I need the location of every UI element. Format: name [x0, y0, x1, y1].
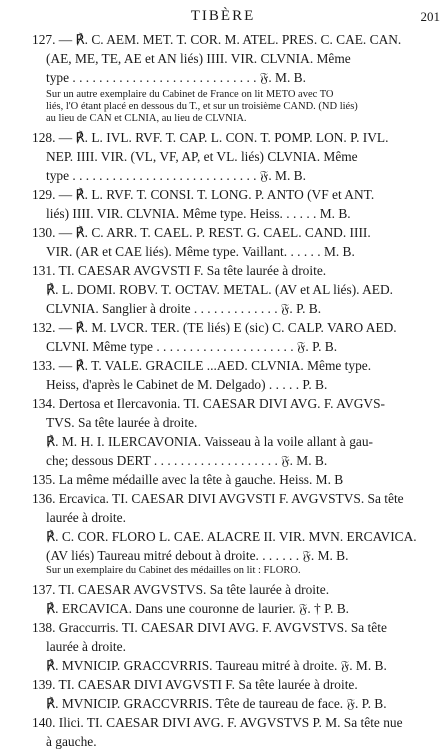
entry-134-line: ℟. M. H. I. ILERCAVONIA. Vaisseau à la voile allant à gau-	[46, 434, 373, 449]
page-number: 201	[420, 9, 440, 24]
entry-140-line: 140. Ilici. TI. CAESAR DIVI AVG. F. AVGVSTVS P. M. Sa tête nue	[32, 715, 403, 730]
entry-127-line: (AE, ME, TE, AE et AN liés) IIII. VIR. CLVNIA. Même	[46, 51, 351, 66]
entry-134-line: che; dessous DERT . . . . . . . . . . . . . . . . . . . 𝔉. M. B.	[46, 453, 328, 468]
entry-136-line: laurée à droite.	[46, 510, 126, 525]
entry-130-line: VIR. (AR et CAE liés). Même type. Vaillant. . . . . . M. B.	[46, 244, 355, 259]
entry-137-line: 137. TI. CAESAR AVGVSTVS. Sa tête laurée à droite.	[32, 582, 330, 597]
entry-130-line: 130. — ℟. C. ARR. T. CAEL. P. REST. G. CAEL. CAND. IIII.	[32, 225, 371, 240]
entry-132-line: 132. — ℟. M. LVCR. TER. (TE liés) E (sic) C. CALP. VARO AED.	[32, 320, 397, 335]
entry-129-line: 129. — ℟. L. RVF. T. CONSI. T. LONG. P. ANTO (VF et ANT.	[32, 187, 375, 202]
entry-138-line: laurée à droite.	[46, 639, 126, 654]
entry-127-line: type . . . . . . . . . . . . . . . . . . . . . . . . . . . . 𝔉. M. B.	[46, 70, 306, 85]
entry-133-line: Heiss, d'après le Cabinet de M. Delgado) . . . . . P. B.	[46, 377, 328, 392]
entry-128-line: type . . . . . . . . . . . . . . . . . . . . . . . . . . . . 𝔉. M. B.	[46, 168, 306, 183]
entry-139-line: 139. TI. CAESAR DIVI AVGVSTI F. Sa tête laurée à droite.	[32, 677, 358, 692]
entry-131-line: CLVNIA. Sanglier à droite . . . . . . . . . . . . . 𝔉. P. B.	[46, 301, 322, 316]
entry-131-line: ℟. L. DOMI. ROBV. T. OCTAV. METAL. (AV et AL liés). AED.	[46, 282, 393, 297]
running-header	[0, 6, 446, 28]
entry-137-line: ℟. ERCAVICA. Dans une couronne de laurier. 𝔉. † P. B.	[46, 601, 350, 616]
footnote-line: liés, l'O étant placé en dessous du T., et sur un troisième CAND. (ND liés)	[46, 101, 358, 112]
entry-129-line: liés) IIII. VIR. CLVNIA. Même type. Heiss. . . . . . M. B.	[46, 206, 351, 221]
footnote-line: au lieu de CAN et CLNIA, au lieu de CLVNIA.	[46, 113, 247, 124]
entry-136-line: (AV liés) Taureau mitré debout à droite. . . . . . . 𝔉. M. B.	[46, 548, 349, 563]
footnote-line: Sur un autre exemplaire du Cabinet de France on lit METO avec TO	[46, 89, 334, 100]
running-title: TIBÈRE	[190, 8, 256, 24]
footnote-line: Sur un exemplaire du Cabinet des médailles on lit : FLORO.	[46, 565, 301, 576]
entry-138-line: ℟. MVNICIP. GRACCVRRIS. Taureau mitré à droite. 𝔉. M. B.	[46, 658, 387, 673]
entry-135-line: 135. La même médaille avec la tête à gauche. Heiss. M. B	[32, 472, 344, 487]
entry-127-line: 127. — ℟. C. AEM. MET. T. COR. M. ATEL. PRES. C. CAE. CAN.	[32, 32, 402, 47]
entry-133-line: 133. — ℟. T. VALE. GRACILE ...AED. CLVNIA. Même type.	[32, 358, 372, 373]
entry-136-line: ℟. C. COR. FLORO L. CAE. ALACRE II. VIR. MVN. ERCAVICA.	[46, 529, 417, 544]
entry-136-line: 136. Ercavica. TI. CAESAR DIVI AVGVSTI F. AVGVSTVS. Sa tête	[32, 491, 404, 506]
entry-134-line: 134. Dertosa et Ilercavonia. TI. CAESAR DIVI AVG. F. AVGVS-	[32, 396, 386, 411]
entry-131-line: 131. TI. CAESAR AVGVSTI F. Sa tête laurée à droite.	[32, 263, 327, 278]
entry-128-line: 128. — ℟. L. IVL. RVF. T. CAP. L. CON. T. POMP. LON. P. IVL.	[32, 130, 389, 145]
entry-138-line: 138. Graccurris. TI. CAESAR DIVI AVG. F. AVGVSTVS. Sa tête	[32, 620, 387, 635]
entry-128-line: NEP. IIII. VIR. (VL, VF, AP, et VL. liés) CLVNIA. Même	[46, 149, 358, 164]
entry-139-line: ℟. MVNICIP. GRACCVRRIS. Tête de taureau de face. 𝔉. P. B.	[46, 696, 387, 711]
entry-132-line: CLVNI. Même type . . . . . . . . . . . . . . . . . . . . . 𝔉. P. B.	[46, 339, 338, 354]
entry-134-line: TVS. Sa tête laurée à droite.	[46, 415, 198, 430]
catalogue-text	[32, 30, 432, 751]
entry-140-line: à gauche.	[46, 734, 97, 749]
